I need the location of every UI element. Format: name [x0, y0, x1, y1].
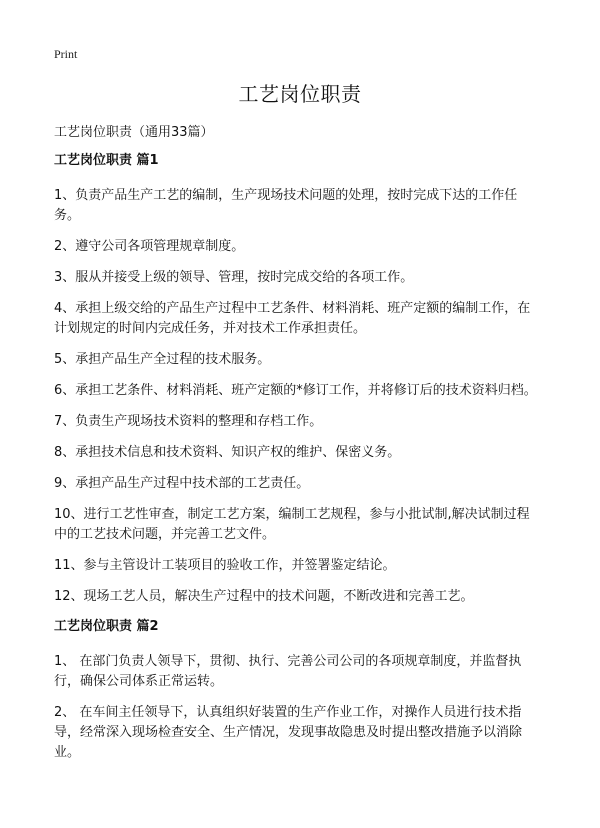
- section-heading: 工艺岗位职责 篇1: [54, 153, 159, 168]
- section-heading: 工艺岗位职责 篇2: [54, 619, 159, 634]
- document-subtitle: 工艺岗位职责（通用33篇）: [54, 125, 214, 140]
- document-body: [54, 152, 542, 774]
- page-title: 工艺岗位职责: [238, 82, 362, 106]
- paragraph: 1、 在部门负责人领导下，贯彻、执行、完善公司公司的各项规章制度，并监督执行，确保公司体系正常运转。: [54, 654, 522, 689]
- paragraph: 2、遵守公司各项管理规章制度。: [54, 239, 245, 254]
- paragraph: 7、负责生产现场技术资料的整理和存档工作。: [54, 414, 323, 429]
- paragraph: 12、现场工艺人员，解决生产过程中的技术问题，不断改进和完善工艺。: [54, 589, 474, 604]
- paragraph: 10、进行工艺性审查，制定工艺方案，编制工艺规程，参与小批试制,解决试制过程中的工艺技术问题，并完善工艺文件。: [54, 507, 530, 542]
- paragraph: 8、承担技术信息和技术资料、知识产权的维护、保密义务。: [54, 445, 401, 460]
- paragraph: 3、服从并接受上级的领导、管理，按时完成交给的各项工作。: [54, 270, 414, 285]
- section-1: [54, 152, 542, 607]
- print-label: Print: [54, 47, 78, 61]
- paragraph: 6、承担工艺条件、材料消耗、班产定额的*修订工作，并将修订后的技术资料归档。: [54, 383, 537, 398]
- paragraph: 1、负责产品生产工艺的编制，生产现场技术问题的处理，按时完成下达的工作任务。: [54, 188, 518, 223]
- section-2: [54, 618, 542, 763]
- paragraph: 2、 在车间主任领导下，认真组织好装置的生产作业工作，对操作人员进行技术指导，经常深入现场检查安全、生产情况，发现事故隐患及时提出整改措施予以消除业。: [54, 705, 523, 760]
- paragraph: 4、承担上级交给的产品生产过程中工艺条件、材料消耗、班产定额的编制工作，在计划规定的时间内完成任务，并对技术工作承担责任。: [54, 301, 531, 336]
- paragraph: 11、参与主管设计工装项目的验收工作，并签署鉴定结论。: [54, 558, 396, 573]
- paragraph: 5、承担产品生产全过程的技术服务。: [54, 352, 271, 367]
- paragraph: 9、承担产品生产过程中技术部的工艺责任。: [54, 476, 310, 491]
